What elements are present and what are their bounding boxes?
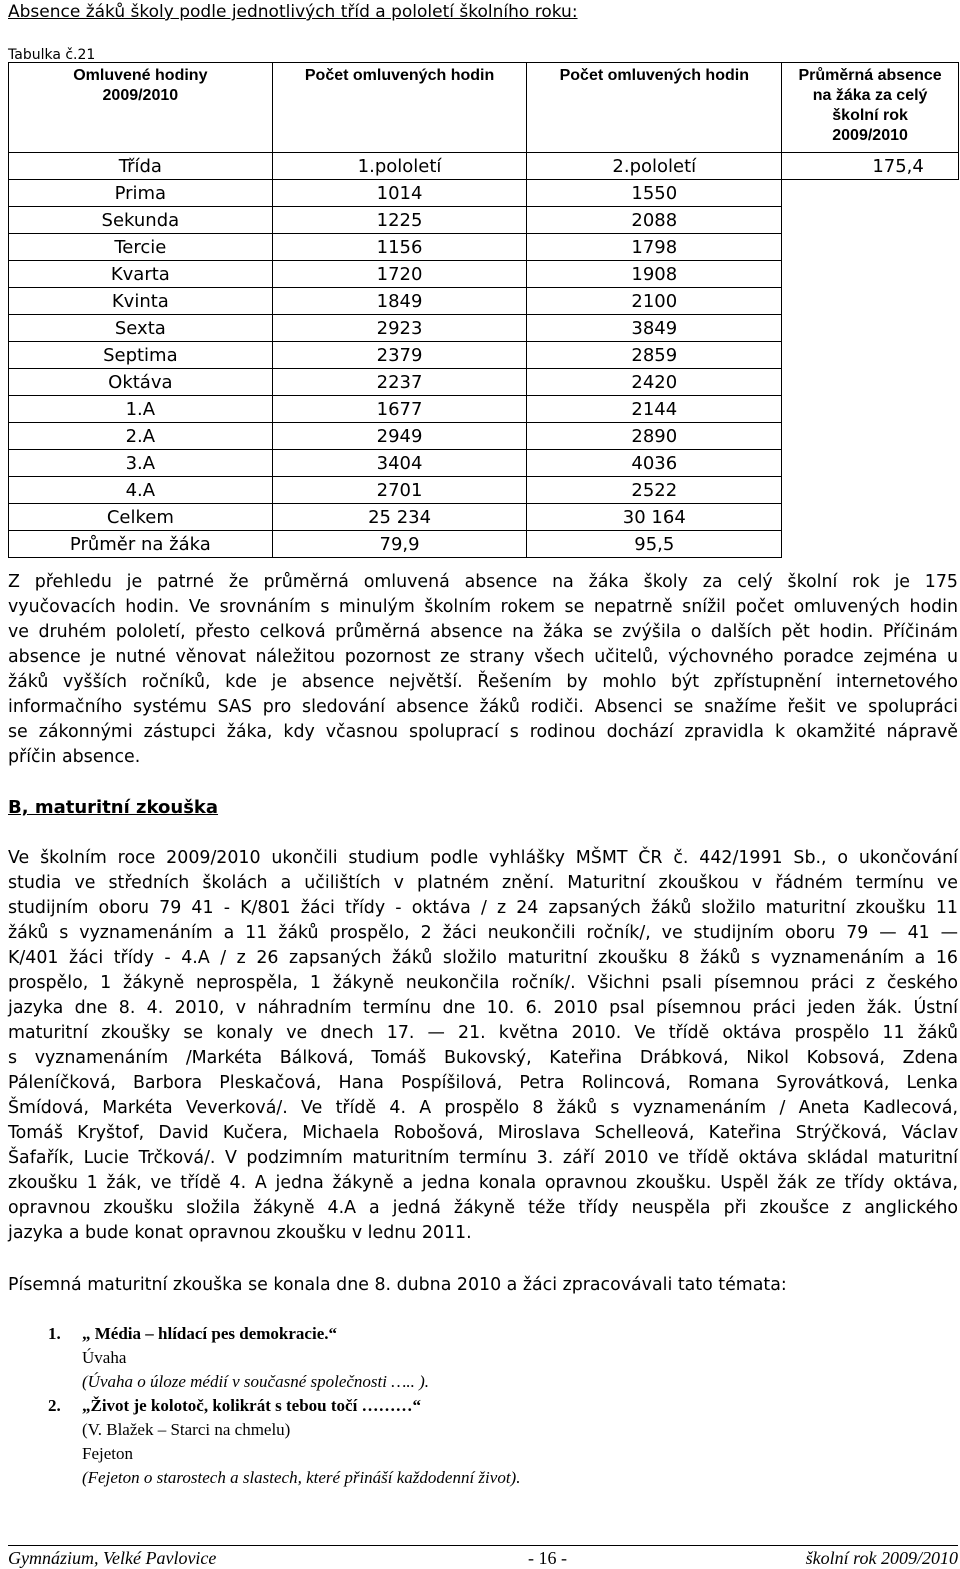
class-name: Septima	[9, 342, 273, 369]
class-name: Celkem	[9, 504, 273, 531]
table-row	[9, 396, 959, 423]
header-prumerna-absence: Průměrná absence na žáka za celý školní rok 2009/2010	[782, 63, 959, 153]
maturita-paragraph	[8, 846, 958, 1246]
semester-1-hours: 1720	[272, 261, 527, 288]
semester-2-hours: 2890	[527, 423, 782, 450]
table-row	[9, 315, 959, 342]
semester-1-hours: 1014	[272, 180, 527, 207]
class-name: Prima	[9, 180, 273, 207]
semester-1-hours: 1677	[272, 396, 527, 423]
table-subheader-row	[9, 153, 959, 180]
text-line: prospělo, 1 žákyně neprospěla, 1 žákyně neukončila ročník/. Všichni psali písemnou práci z českého	[8, 973, 958, 993]
class-name: Kvinta	[9, 288, 273, 315]
class-name: Sekunda	[9, 207, 273, 234]
semester-2-hours: 1908	[527, 261, 782, 288]
text-line: Z přehledu je patrné že průměrná omluvená absence na žáka školy za celý školní rok je 175	[8, 572, 958, 592]
table-row	[9, 369, 959, 396]
class-name: Oktáva	[9, 369, 273, 396]
text-line: žáků vyšších ročníků, kde je absence největší. Řešením by mohlo být zpřístupnění internetového	[8, 672, 958, 692]
subheader-pololeti-2: 2.pololetí	[527, 153, 782, 180]
header-pocet-2: Počet omluvených hodin	[527, 63, 782, 153]
section-title: B, maturitní zkouška	[8, 797, 219, 818]
text-line: Tomáš Kryštof, David Kučera, Michaela Robošová, Miroslava Schelleová, Kateřina Strýčková, Václav	[8, 1123, 958, 1143]
semester-2-hours: 2144	[527, 396, 782, 423]
table-header-row	[9, 63, 959, 153]
text-line: se zákonnými zástupci žáka, kdy včasnou spoluprací s rodinou dochází zpravidla k okamžité nápravě	[8, 722, 958, 742]
text-line: vyučovacích hodin. Ve srovnáním s minulým školním rokem se nepatrně snížil počet omluvených hodin	[8, 597, 958, 617]
header-omluvene-hodiny: Omluvené hodiny 2009/2010	[9, 63, 273, 153]
page-heading: Absence žáků školy podle jednotlivých tříd a pololetí školního roku:	[8, 2, 578, 22]
semester-2-hours: 1798	[527, 234, 782, 261]
footer-page-number: - 16 -	[528, 1548, 567, 1568]
text-line: jazyka dne 8. 4. 2010, v náhradním termínu dne 10. 6. 2010 psal písemnou práci jeden žák. Ústní	[8, 998, 958, 1018]
semester-1-hours: 25 234	[272, 504, 527, 531]
text-line: studijním oboru 79 41 - K/801 žáci třídy - oktáva / z 24 zapsaných žáků složilo maturitní zkoušku 11	[8, 898, 958, 918]
text-line: jazyka a bude konat opravnou zkoušku v lednu 2011.	[8, 1223, 472, 1243]
class-name: 4.A	[9, 477, 273, 504]
page-footer	[8, 1545, 958, 1568]
text-line: absence je nutné věnovat náležitou pozornost ze strany všech učitelů, výchovného poradce zejména u	[8, 647, 958, 667]
semester-1-hours: 79,9	[272, 531, 527, 558]
subheader-trida: Třída	[9, 153, 273, 180]
semester-2-hours: 2088	[527, 207, 782, 234]
semester-1-hours: 2949	[272, 423, 527, 450]
text-line: příčin absence.	[8, 747, 141, 767]
text-line: Páleníčková, Barbora Pleskačová, Hana Pospíšilová, Petra Rolincová, Romana Syrovátková, Lenka	[8, 1073, 958, 1093]
semester-2-hours: 3849	[527, 315, 782, 342]
text-line: Šafařík, Lucie Trčková/. V podzimním maturitním termínu 3. září 2010 ve třídě oktáva skládal maturitní	[8, 1148, 958, 1168]
semester-2-hours: 2100	[527, 288, 782, 315]
semester-2-hours: 2522	[527, 477, 782, 504]
semester-2-hours: 2859	[527, 342, 782, 369]
semester-1-hours: 2923	[272, 315, 527, 342]
table-row	[9, 423, 959, 450]
text-line: maturitní zkoušky se konaly ve dnech 17. — 21. května 2010. Ve třídě oktáva prospělo 11 žáků	[8, 1023, 958, 1043]
class-name: 1.A	[9, 396, 273, 423]
text-line: žáků s vyznamenáním a 11 žáků prospělo, 2 žáci neukončili ročník/, ve studijním oboru 79 — 41 —	[8, 923, 958, 943]
text-line: Šmídová, Markéta Veverková/. Ve třídě 4. A prospělo 8 žáků s vyznamenáním / Aneta Kadlecová,	[8, 1098, 958, 1118]
subheader-pololeti-1: 1.pololetí	[272, 153, 527, 180]
table-caption: Tabulka č.21	[8, 47, 96, 63]
text-line: ve druhém pololetí, přesto celková průměrná absence na žáka se zvýšila o dalších pět hodin. Příčinám	[8, 622, 958, 642]
text-line: studia ve středních školách a učilištích v platném znění. Maturitní zkouškou v řádném termínu ve	[8, 873, 958, 893]
semester-1-hours: 1849	[272, 288, 527, 315]
semester-2-hours: 1550	[527, 180, 782, 207]
footer-year: školní rok 2009/2010	[805, 1548, 958, 1568]
table-row	[9, 234, 959, 261]
table-row	[9, 531, 959, 558]
written-exam-paragraph: Písemná maturitní zkouška se konala dne 8. dubna 2010 a žáci zpracovávali tato témata:	[8, 1275, 787, 1295]
table-row	[9, 180, 959, 207]
text-line: opravnou zkoušku složila žákyně 4.A a jedná žákyně téže třídy neuspěla při zkoušce z anglického	[8, 1198, 958, 1218]
table-row	[9, 477, 959, 504]
text-line: K/401 žáci třídy - 4.A / z 26 zapsaných žáků složilo maturitní zkoušku 8 žáků s vyznamenáním a 16	[8, 948, 958, 968]
semester-1-hours: 1156	[272, 234, 527, 261]
semester-2-hours: 2420	[527, 369, 782, 396]
table-row	[9, 450, 959, 477]
class-name: Kvarta	[9, 261, 273, 288]
semester-2-hours: 4036	[527, 450, 782, 477]
table-row	[9, 504, 959, 531]
semester-1-hours: 1225	[272, 207, 527, 234]
text-line: informačního systému SAS pro sledování absence žáků rodiči. Absenci se snažíme řešit ve spolupráci	[8, 697, 958, 717]
class-name: 3.A	[9, 450, 273, 477]
table-row	[9, 207, 959, 234]
average-absence-cell: 175,4	[782, 153, 959, 180]
table-row	[9, 288, 959, 315]
text-line: Ve školním roce 2009/2010 ukončili studium podle vyhlášky MŠMT ČR č. 442/1991 Sb., o ukončování	[8, 848, 958, 868]
text-line: s vyznamenáním /Markéta Bálková, Tomáš Bukovský, Kateřina Drábková, Nikol Kobsová, Zdena	[8, 1048, 958, 1068]
table-row	[9, 342, 959, 369]
semester-2-hours: 95,5	[527, 531, 782, 558]
header-pocet-1: Počet omluvených hodin	[272, 63, 527, 153]
class-name: Tercie	[9, 234, 273, 261]
semester-1-hours: 2701	[272, 477, 527, 504]
class-name: Průměr na žáka	[9, 531, 273, 558]
absence-table	[8, 62, 959, 558]
semester-1-hours: 2379	[272, 342, 527, 369]
semester-1-hours: 3404	[272, 450, 527, 477]
semester-1-hours: 2237	[272, 369, 527, 396]
absence-paragraph	[8, 570, 958, 770]
text-line: zkoušku 1 žák, ve třídě 4. A jedna žákyně a jedna konala opravnou zkoušku. Uspěl žák ze třídy oktáva,	[8, 1173, 958, 1193]
footer-school: Gymnázium, Velké Pavlovice	[8, 1548, 217, 1568]
class-name: 2.A	[9, 423, 273, 450]
semester-2-hours: 30 164	[527, 504, 782, 531]
table-row	[9, 261, 959, 288]
class-name: Sexta	[9, 315, 273, 342]
